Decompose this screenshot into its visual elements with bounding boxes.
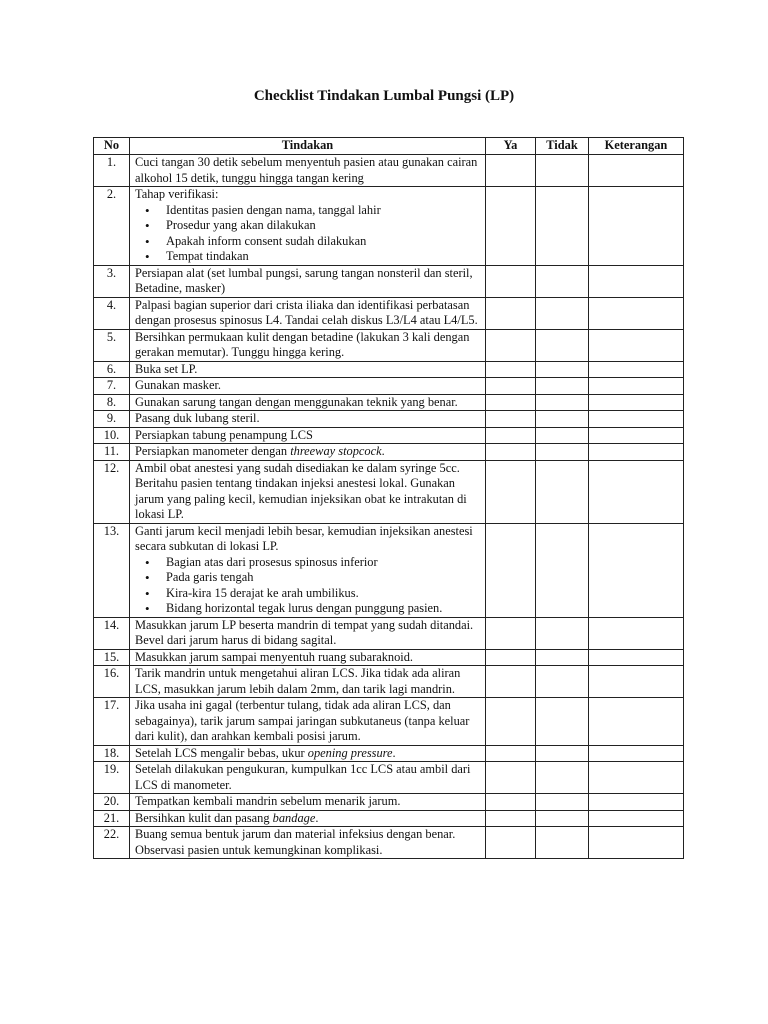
tindakan-text-main: Tarik mandrin untuk mengetahui aliran LCS. Jika tidak ada aliran LCS, masukkan jarum lebih dalam 2mm, dan tarik lagi mandrin. (135, 666, 461, 696)
table-row (94, 827, 684, 859)
tidak-cell[interactable] (536, 810, 589, 827)
keterangan-cell[interactable] (589, 649, 684, 666)
tindakan-text-main: Tempatkan kembali mandrin sebelum menarik jarum. (135, 794, 401, 808)
tindakan-text-italic: threeway stopcock (290, 444, 382, 458)
tidak-cell[interactable] (536, 666, 589, 698)
row-number: 7. (94, 378, 130, 395)
keterangan-cell[interactable] (589, 523, 684, 617)
table-row (94, 762, 684, 794)
row-number: 22. (94, 827, 130, 859)
row-number: 15. (94, 649, 130, 666)
tindakan-cell (130, 427, 486, 444)
keterangan-cell[interactable] (589, 378, 684, 395)
checklist-body (94, 155, 684, 859)
row-number: 8. (94, 394, 130, 411)
tidak-cell[interactable] (536, 762, 589, 794)
tindakan-cell (130, 155, 486, 187)
tindakan-text (135, 428, 480, 444)
table-header-row (94, 138, 684, 155)
ya-cell[interactable] (486, 762, 536, 794)
ya-cell[interactable] (486, 265, 536, 297)
tidak-cell[interactable] (536, 745, 589, 762)
tindakan-text (135, 298, 480, 329)
table-row (94, 745, 684, 762)
tindakan-text-main: Gunakan masker. (135, 378, 222, 392)
tindakan-text (135, 378, 480, 394)
tindakan-text (135, 524, 480, 555)
tidak-cell[interactable] (536, 187, 589, 266)
ya-cell[interactable] (486, 698, 536, 746)
row-number: 12. (94, 460, 130, 523)
tidak-cell[interactable] (536, 155, 589, 187)
tindakan-text (135, 461, 480, 523)
header-tindakan: Tindakan (130, 138, 486, 155)
tindakan-cell (130, 329, 486, 361)
table-row (94, 794, 684, 811)
tidak-cell[interactable] (536, 794, 589, 811)
keterangan-cell[interactable] (589, 827, 684, 859)
tindakan-cell (130, 411, 486, 428)
row-number: 20. (94, 794, 130, 811)
keterangan-cell[interactable] (589, 411, 684, 428)
header-tidak: Tidak (536, 138, 589, 155)
tindakan-cell (130, 617, 486, 649)
tidak-cell[interactable] (536, 460, 589, 523)
ya-cell[interactable] (486, 523, 536, 617)
tindakan-text-main: Pasang duk lubang steril. (135, 411, 260, 425)
tindakan-text-main: Persiapkan tabung penampung LCS (135, 427, 313, 442)
tindakan-cell (130, 444, 486, 461)
sub-list-item: • Pada garis tengah (162, 570, 480, 586)
tidak-cell[interactable] (536, 265, 589, 297)
page-title: Checklist Tindakan Lumbal Pungsi (LP) (253, 88, 515, 104)
keterangan-cell[interactable] (589, 617, 684, 649)
ya-cell[interactable] (486, 378, 536, 395)
tindakan-cell (130, 378, 486, 395)
row-number: 2. (94, 187, 130, 266)
table-row (94, 698, 684, 746)
table-row (94, 666, 684, 698)
tindakan-cell (130, 810, 486, 827)
keterangan-cell[interactable] (589, 745, 684, 762)
keterangan-cell[interactable] (589, 361, 684, 378)
tindakan-text-main: Buka set LP. (135, 361, 198, 376)
keterangan-cell[interactable] (589, 155, 684, 187)
tindakan-cell (130, 265, 486, 297)
sub-list-item: • Apakah inform consent sudah dilakukan (162, 234, 480, 250)
ya-cell[interactable] (486, 460, 536, 523)
ya-cell[interactable] (486, 297, 536, 329)
keterangan-cell[interactable] (589, 666, 684, 698)
tindakan-cell (130, 394, 486, 411)
table-row (94, 810, 684, 827)
tidak-cell[interactable] (536, 617, 589, 649)
tidak-cell[interactable] (536, 297, 589, 329)
tindakan-text-italic: opening pressure (307, 745, 393, 760)
tindakan-text (135, 746, 480, 762)
header-no: No (94, 138, 130, 155)
row-number: 11. (94, 444, 130, 461)
header-keterangan: Keterangan (589, 138, 684, 155)
tindakan-text-main: Setelah LCS mengalir bebas, ukur (135, 745, 308, 760)
tindakan-text-suffix: . (381, 444, 385, 458)
row-number: 10. (94, 427, 130, 444)
tindakan-text (135, 187, 480, 203)
tindakan-text (135, 618, 480, 649)
ya-cell[interactable] (486, 810, 536, 827)
table-row (94, 523, 684, 617)
tindakan-text (135, 650, 480, 666)
row-number: 6. (94, 361, 130, 378)
sub-list-item: • Prosedur yang akan dilakukan (162, 218, 480, 234)
tindakan-text (135, 811, 480, 827)
table-row (94, 460, 684, 523)
keterangan-cell[interactable] (589, 762, 684, 794)
keterangan-cell[interactable] (589, 427, 684, 444)
tindakan-text-main: Jika usaha ini gagal (terbentur tulang, tidak ada aliran LCS, dan sebagainya), tarik jarum sampai jaringan subkutaneus (tanpa keluar dari kulit), dan arahkan kembali posisi jarum. (135, 698, 470, 743)
keterangan-cell[interactable] (589, 297, 684, 329)
keterangan-cell[interactable] (589, 460, 684, 523)
tindakan-text-main: Cuci tangan 30 detik sebelum menyentuh pasien atau gunakan cairan alkohol 15 detik, tunggu hingga tangan kering (135, 155, 478, 185)
tidak-cell[interactable] (536, 361, 589, 378)
row-number: 9. (94, 411, 130, 428)
row-number: 5. (94, 329, 130, 361)
tindakan-text (135, 411, 480, 427)
tindakan-text (135, 395, 480, 411)
ya-cell[interactable] (486, 187, 536, 266)
tindakan-cell (130, 649, 486, 666)
ya-cell[interactable] (486, 155, 536, 187)
tindakan-cell (130, 794, 486, 811)
tindakan-text (135, 266, 480, 297)
table-row (94, 617, 684, 649)
tindakan-cell (130, 523, 486, 617)
ya-cell[interactable] (486, 427, 536, 444)
tindakan-text-main: Masukkan jarum sampai menyentuh ruang subaraknoid. (135, 649, 414, 664)
keterangan-cell[interactable] (589, 794, 684, 811)
ya-cell[interactable] (486, 617, 536, 649)
keterangan-cell[interactable] (589, 329, 684, 361)
tindakan-cell (130, 666, 486, 698)
row-number: 16. (94, 666, 130, 698)
ya-cell[interactable] (486, 394, 536, 411)
row-number: 19. (94, 762, 130, 794)
table-row (94, 187, 684, 266)
tindakan-text (135, 666, 480, 697)
tindakan-text (135, 698, 480, 745)
tindakan-text (135, 794, 480, 810)
tindakan-cell (130, 187, 486, 266)
tidak-cell[interactable] (536, 329, 589, 361)
ya-cell[interactable] (486, 361, 536, 378)
keterangan-cell[interactable] (589, 394, 684, 411)
sub-list-item: • Identitas pasien dengan nama, tanggal lahir (162, 203, 480, 219)
ya-cell[interactable] (486, 666, 536, 698)
sub-list (135, 555, 480, 617)
table-row (94, 361, 684, 378)
tindakan-text (135, 362, 480, 378)
tindakan-cell (130, 827, 486, 859)
tindakan-text-main: Persiapkan manometer dengan (135, 444, 291, 458)
tidak-cell[interactable] (536, 411, 589, 428)
keterangan-cell[interactable] (589, 265, 684, 297)
tindakan-text (135, 444, 480, 460)
table-row (94, 394, 684, 411)
tindakan-text-main: Gunakan sarung tangan dengan menggunakan teknik yang benar. (135, 394, 458, 409)
tindakan-cell (130, 361, 486, 378)
tindakan-text (135, 827, 480, 858)
sub-list-item: • Tempat tindakan (162, 249, 480, 265)
keterangan-cell[interactable] (589, 698, 684, 746)
sub-list-item: • Bagian atas dari prosesus spinosus inferior (162, 555, 480, 571)
sub-list-item: • Kira-kira 15 derajat ke arah umbilikus. (162, 586, 480, 602)
table-row (94, 427, 684, 444)
ya-cell[interactable] (486, 794, 536, 811)
table-row (94, 411, 684, 428)
tidak-cell[interactable] (536, 427, 589, 444)
table-row (94, 444, 684, 461)
ya-cell[interactable] (486, 649, 536, 666)
row-number: 21. (94, 810, 130, 827)
tindakan-text-main: Buang semua bentuk jarum dan material infeksius dengan benar. Observasi pasien untuk kemungkinan komplikasi. (135, 827, 456, 857)
row-number: 13. (94, 523, 130, 617)
ya-cell[interactable] (486, 329, 536, 361)
header-ya: Ya (486, 138, 536, 155)
table-row (94, 649, 684, 666)
tidak-cell[interactable] (536, 378, 589, 395)
tindakan-cell (130, 460, 486, 523)
tindakan-text-italic: bandage (272, 810, 316, 825)
table-row (94, 155, 684, 187)
tindakan-cell (130, 297, 486, 329)
sub-list (135, 203, 480, 265)
row-number: 14. (94, 617, 130, 649)
ya-cell[interactable] (486, 745, 536, 762)
tidak-cell[interactable] (536, 444, 589, 461)
row-number: 1. (94, 155, 130, 187)
tidak-cell[interactable] (536, 827, 589, 859)
row-number: 4. (94, 297, 130, 329)
tidak-cell[interactable] (536, 394, 589, 411)
tindakan-text-suffix: . (315, 810, 319, 825)
tindakan-text-main: Setelah dilakukan pengukuran, kumpulkan 1cc LCS atau ambil dari LCS di manometer. (135, 762, 471, 792)
table-row (94, 265, 684, 297)
tindakan-text-main: Bersihkan kulit dan pasang (135, 810, 273, 825)
keterangan-cell[interactable] (589, 187, 684, 266)
ya-cell[interactable] (486, 827, 536, 859)
tindakan-text-main: Bersihkan permukaan kulit dengan betadine (lakukan 3 kali dengan gerakan memutar). Tunggu hingga kering. (135, 329, 470, 359)
tindakan-text-main: Masukkan jarum LP beserta mandrin di tempat yang sudah ditandai. Bevel dari jarum harus di bidang sagital. (135, 617, 474, 647)
table-row (94, 329, 684, 361)
tindakan-text-main: Ambil obat anestesi yang sudah disediakan ke dalam syringe 5cc. Beritahu pasien tentang tindakan injeksi anestesi lokal. Gunakan jarum yang paling kecil, kemudian injeksikan obat ke intrakutan di lokasi LP. (135, 460, 467, 521)
keterangan-cell[interactable] (589, 810, 684, 827)
tindakan-text (135, 762, 480, 793)
tindakan-cell (130, 745, 486, 762)
sub-list-item: • Bidang horizontal tegak lurus dengan punggung pasien. (162, 601, 480, 617)
row-number: 18. (94, 745, 130, 762)
tindakan-text-main: Tahap verifikasi: (135, 187, 219, 201)
tidak-cell[interactable] (536, 698, 589, 746)
table-row (94, 297, 684, 329)
tindakan-text-main: Palpasi bagian superior dari crista iliaka dan identifikasi perbatasan dengan prosesus spinosus L4. Tandai celah diskus L3/L4 atau L4/L5. (135, 297, 478, 327)
tindakan-text (135, 155, 480, 186)
tindakan-cell (130, 762, 486, 794)
tindakan-cell (130, 698, 486, 746)
tindakan-text (135, 330, 480, 361)
tidak-cell[interactable] (536, 523, 589, 617)
checklist-table (93, 137, 684, 859)
table-row (94, 378, 684, 395)
ya-cell[interactable] (486, 411, 536, 428)
tindakan-text-main: Ganti jarum kecil menjadi lebih besar, kemudian injeksikan anestesi secara subkutan di lokasi LP. (135, 523, 473, 553)
tidak-cell[interactable] (536, 649, 589, 666)
keterangan-cell[interactable] (589, 444, 684, 461)
tindakan-text-main: Persiapan alat (set lumbal pungsi, sarung tangan nonsteril dan steril, Betadine, masker) (135, 265, 473, 295)
ya-cell[interactable] (486, 444, 536, 461)
row-number: 17. (94, 698, 130, 746)
row-number: 3. (94, 265, 130, 297)
tindakan-text-suffix: . (392, 745, 396, 760)
